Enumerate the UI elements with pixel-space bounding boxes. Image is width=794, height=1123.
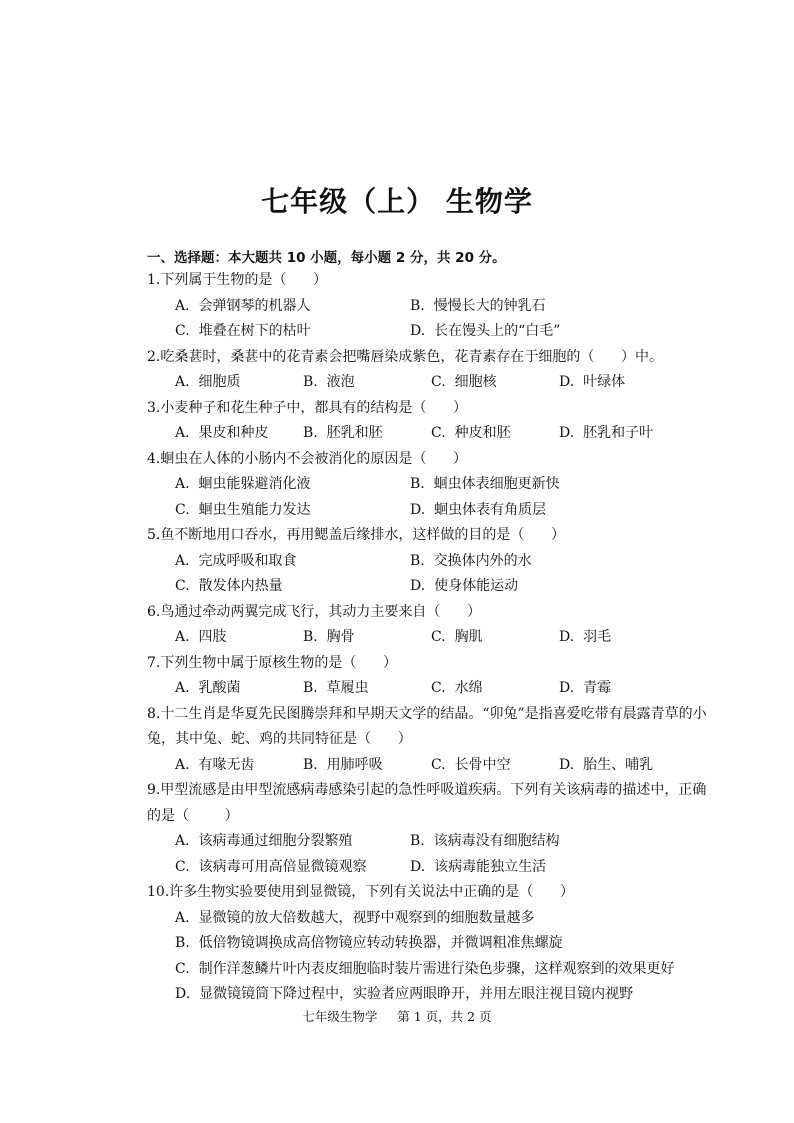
option-a: A. 完成呼吸和取食 [175,552,297,569]
question-stem: 8.十二生肖是华夏先民图腾崇拜和早期天文学的结晶。“卯兔”是指喜爱吃带有晨露青草的小兔，其中兔、蛇、鸡的共同特征是（ ） [147,705,707,747]
options [147,676,707,702]
question-3 [147,396,707,447]
question-stem: 7.下列生物中属于原核生物的是（ ） [147,654,398,671]
options [147,370,707,396]
option-d: D. 青霉 [559,680,612,696]
question-list [147,268,707,1008]
option-a: A. 乳酸菌 [175,680,241,696]
question-8 [147,702,707,779]
option-c: C. 水绵 [431,680,483,696]
option-a: A. 蛔虫能躲避消化液 [175,476,311,492]
options [147,421,707,447]
option-d: D. 长在馒头上的“白毛” [410,323,561,339]
option-b: B. 胸骨 [303,629,355,645]
question-stem: 2.吃桑葚时，桑葚中的花青素会把嘴唇染成紫色，花青素存在于细胞的（ ）中。 [147,348,664,365]
question-stem: 9.甲型流感是由甲型流感病毒感染引起的急性呼吸道疾病。下列有关该病毒的描述中，正确的是（ ） [147,782,707,824]
option-b: B. 草履虫 [303,680,369,696]
question-5 [147,523,707,600]
options [147,625,707,651]
options [147,549,707,600]
options [147,294,707,345]
page-title: 七年级（上） 生物学 [261,185,533,218]
option-d: D. 蛔虫体表有角质层 [410,501,547,518]
option-a: A. 四肢 [175,629,227,645]
option-d: D. 该病毒能独立生活 [410,858,547,875]
option-d: D. 胚乳和子叶 [559,425,654,441]
section-heading: 一、选择题：本大题共 10 小题，每小题 2 分，共 20 分。 [147,250,506,266]
option-a: A. 该病毒通过细胞分裂繁殖 [175,833,353,849]
question-stem: 3.小麦种子和花生种子中，都具有的结构是（ ） [147,399,468,416]
question-9 [147,778,707,880]
option-a: A. 果皮和种皮 [175,425,269,441]
question-1 [147,268,707,345]
option-c: C. 该病毒可用高倍显微镜观察 [175,858,367,875]
option-c: C. 散发体内热量 [175,578,283,594]
question-stem: 10.许多生物实验要使用到显微镜，下列有关说法中正确的是（ ） [147,884,574,900]
option-b: B. 低倍物镜调换成高倍物镜应转动转换器，并微调粗准焦螺旋 [175,935,563,951]
option-c: C. 种皮和胚 [431,425,511,441]
question-stem: 4.蛔虫在人体的小肠内不会被消化的原因是（ ） [147,450,468,467]
option-a: A. 会弹钢琴的机器人 [175,297,311,314]
option-b: B. 蛔虫体表细胞更新快 [410,476,560,492]
option-c: C. 蛔虫生殖能力发达 [175,501,311,518]
option-c: C. 堆叠在树下的枯叶 [175,323,311,339]
option-b: B. 该病毒没有细胞结构 [410,833,560,849]
question-stem: 1.下列属于生物的是（ ） [147,272,328,288]
option-c: C. 细胞核 [431,374,497,390]
option-c: C. 胸肌 [431,629,483,645]
question-2 [147,345,707,396]
option-d: D. 显微镜镜筒下降过程中，实验者应两眼睁开，并用左眼注视目镜内视野 [175,986,634,1002]
question-6 [147,600,707,651]
options [147,753,707,779]
question-stem: 6.鸟通过牵动两翼完成飞行，其动力主要来自（ ） [147,603,482,620]
options [147,472,707,523]
options [147,906,707,1008]
options [147,829,707,880]
page-footer: 七年级生物学 第 1 页，共 2 页 [302,1009,492,1024]
option-d: D. 羽毛 [559,629,612,645]
option-c: C. 长骨中空 [431,756,511,773]
option-b: B. 交换体内外的水 [410,552,532,569]
option-d: D. 叶绿体 [559,374,626,390]
question-4 [147,447,707,524]
option-b: B. 液泡 [303,374,355,390]
option-d: D. 胎生、哺乳 [559,756,654,773]
option-c: C. 制作洋葱鳞片叶内表皮细胞临时装片需进行染色步骤，这样观察到的效果更好 [175,960,675,977]
option-a: A. 显微镜的放大倍数越大，视野中观察到的细胞数量越多 [175,909,535,926]
option-b: B. 慢慢长大的钟乳石 [410,297,546,314]
question-7 [147,651,707,702]
option-a: A. 细胞质 [175,374,241,390]
question-stem: 5.鱼不断地用口吞水，再用鳃盖后缘排水，这样做的目的是（ ） [147,527,566,543]
option-b: B. 胚乳和胚 [303,425,383,441]
option-d: D. 使身体能运动 [410,578,519,594]
question-10 [147,880,707,1008]
option-a: A. 有喙无齿 [175,756,255,773]
option-b: B. 用肺呼吸 [303,756,383,773]
